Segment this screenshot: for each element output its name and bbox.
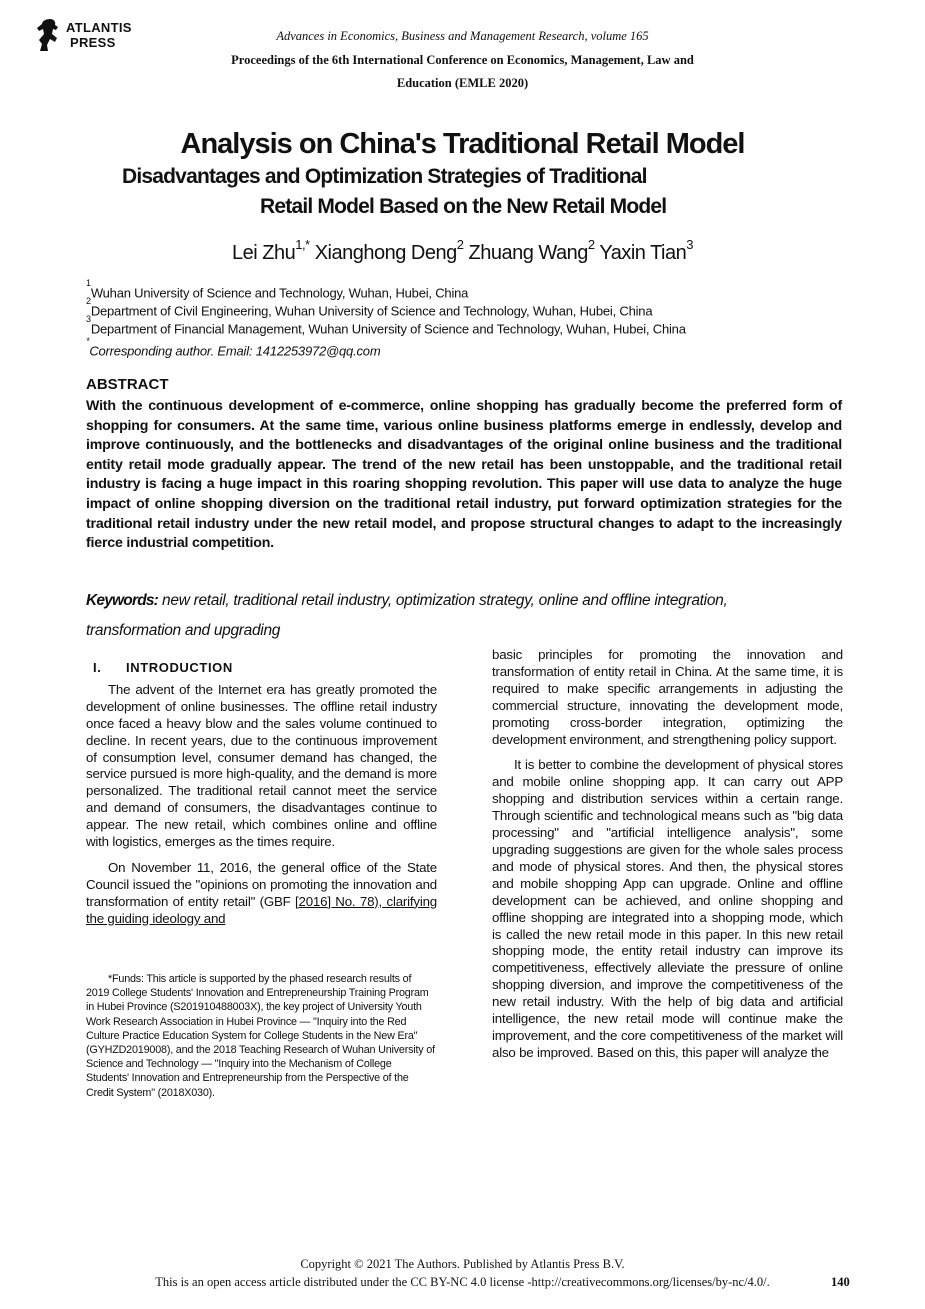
paper-title: Analysis on China's Traditional Retail Model — [180, 128, 745, 160]
funding-footnote — [86, 972, 437, 1100]
author-name: Yaxin Tian — [599, 242, 687, 264]
proceedings-line2: Education (EMLE 2020) — [396, 76, 529, 90]
proceedings-line1: Proceedings of the 6th International Conference on Economics, Management, Law and — [231, 53, 694, 67]
intro-paragraph-3: It is better to combine the development of physical stores and mobile online shopping app. It can carry out APP shopping and distribution services within a certain range. Through scientific and technological means such as "big data processing" and "artificial intelligence analysis", some upgrading suggestions are given for the whole sales process and mode of physical stores. And then, the physical stores and mobile shopping App can upgrade. Online and offline development can be achieved, and online shopping and offline shopping are integrated into a shopping mode, which is called the new retail mode in this paper. In this new retail shopping mode, the entity retail industry can improve its competitiveness, effectively alleviate the pressure of online shopping diversion, and improve the competitiveness of the new retail industry. With the help of big data and artificial intelligence, the new retail mode will continue make the improvement, and the core competitiveness of the market will also be improved. Based on this, this paper will analyze the — [492, 757, 843, 1060]
footnote-text: *Funds: This article is supported by the phased research results of 2019 College Students' Innovation and Entrepreneurship Training Program in Hubei Province (S201910488003X), the key project of University Youth Work Research Association in Hubei Province — "Inquiry into the Red Culture Practice Education System for College Students in the New Era" (GYHZD2019008), and the 2018 Teaching Research of Wuhan University of Science and Technology — "Inquiry into the Mechanism of College Students' Innovation and Entrepreneurship from the Perspective of the Credit System" (2018X030). — [86, 973, 435, 1099]
right-column — [492, 647, 843, 1062]
intro-paragraph-2-continued: basic principles for promoting the innovation and transformation of entity retail in China. At the same time, it is required to make specific arrangements in adjusting the commercial structure, innovating the development mode, promoting cross-border integration, optimizing the development environment, and strengthening policy support. — [492, 647, 843, 747]
corresponding-author-text: Corresponding author. Email: 1412253972@qq.com — [89, 343, 381, 359]
paper-subtitle-line1: Disadvantages and Optimization Strategies of Traditional — [122, 165, 647, 188]
logo-line2: PRESS — [70, 35, 116, 50]
author-affiliation-mark: 1,* — [295, 237, 310, 252]
affiliation-text: Department of Civil Engineering, Wuhan University of Science and Technology, Wuhan, Hubei, China — [90, 303, 653, 319]
policy-reference: [2016] No. 78), clarifying the guiding ideology and — [86, 893, 437, 926]
page-number: 140 — [831, 1275, 850, 1289]
copyright-notice: Copyright © 2021 The Authors. Published by Atlantis Press B.V. — [300, 1257, 625, 1271]
affiliation-mark: 3 — [86, 314, 91, 324]
affiliation-mark: 2 — [86, 296, 91, 306]
author-list — [0, 237, 925, 265]
author-affiliation-mark: 2 — [587, 237, 595, 252]
section-number: I. — [93, 660, 102, 675]
abstract-text: With the continuous development of e-commerce, online shopping has gradually become the preferred form of shopping for consumers. At the same time, various online business platforms emerge in endlessly, develop and improve continuously, and the bottlenecks and disadvantages of the original online business and the traditional entity retail mode gradually appear. The trend of the new retail has been unstoppable, and the traditional retail industry is facing a huge impact in this roaring shopping revolution. This paper will use data to analyze the huge impact of online shopping diversion on the traditional retail industry, put forward optimization strategies for the traditional retail industry under the new retail model, and propose structural changes to adapt to the increasingly fierce industrial competition. — [86, 398, 842, 552]
intro-paragraph-1: The advent of the Internet era has greatly promoted the development of online businesses. The offline retail industry once faced a heavy blow and the sales volume continued to decline. In recent years, due to the continuous improvement of consumption level, consumer demand has changed, the service pursued is more high-quality, and the demand is more personalized. The traditional retail cannot meet the service and demand of consumers, the disadvantages continue to appear. The new retail, which combines online and offline with logistics, emerges as the times require. — [86, 681, 437, 850]
author-name: Zhuang Wang — [468, 242, 588, 264]
section-title: INTRODUCTION — [126, 660, 233, 675]
logo-line1: ATLANTIS — [66, 20, 132, 35]
license-notice: This is an open access article distributed under the CC BY-NC 4.0 license -http://creativecommons.org/licenses/by-nc/4.0/. — [155, 1275, 770, 1289]
affiliation-text: Wuhan University of Science and Technology, Wuhan, Hubei, China — [90, 285, 469, 301]
author-affiliation-mark: 3 — [686, 237, 693, 252]
journal-title: Advances in Economics, Business and Management Research, volume 165 — [276, 29, 649, 43]
author-affiliation-mark: 2 — [456, 237, 464, 252]
atlantis-figure-icon — [36, 18, 62, 52]
affiliation-3 — [86, 314, 686, 337]
left-column — [86, 660, 437, 928]
keywords — [86, 586, 826, 646]
keywords-text: new retail, traditional retail industry, optimization strategy, online and offline integration, transformation and upgrading — [86, 592, 728, 639]
corresponding-author — [86, 336, 381, 359]
atlantis-press-logo — [36, 18, 146, 56]
affiliation-mark: 1 — [86, 278, 91, 288]
paper-subtitle-line2: Retail Model Based on the New Retail Model — [260, 195, 667, 218]
paragraph-text: On November 11, 2016, the general office of the State Council issued the "opinions on promoting the innovation and transformation of entity retail" (GBF — [86, 859, 437, 909]
intro-paragraph-2-start — [86, 860, 437, 928]
keywords-label: Keywords: — [86, 592, 159, 609]
affiliation-text: Department of Financial Management, Wuhan University of Science and Technology, Wuhan, Hubei, China — [90, 321, 686, 337]
affiliation-2 — [86, 296, 653, 319]
affiliation-1 — [86, 278, 469, 301]
affiliation-mark: * — [86, 336, 90, 346]
section-heading — [86, 660, 437, 677]
author-name: Lei Zhu — [232, 242, 296, 264]
abstract-heading: ABSTRACT — [86, 376, 169, 393]
author-name: Xianghong Deng — [314, 242, 457, 264]
